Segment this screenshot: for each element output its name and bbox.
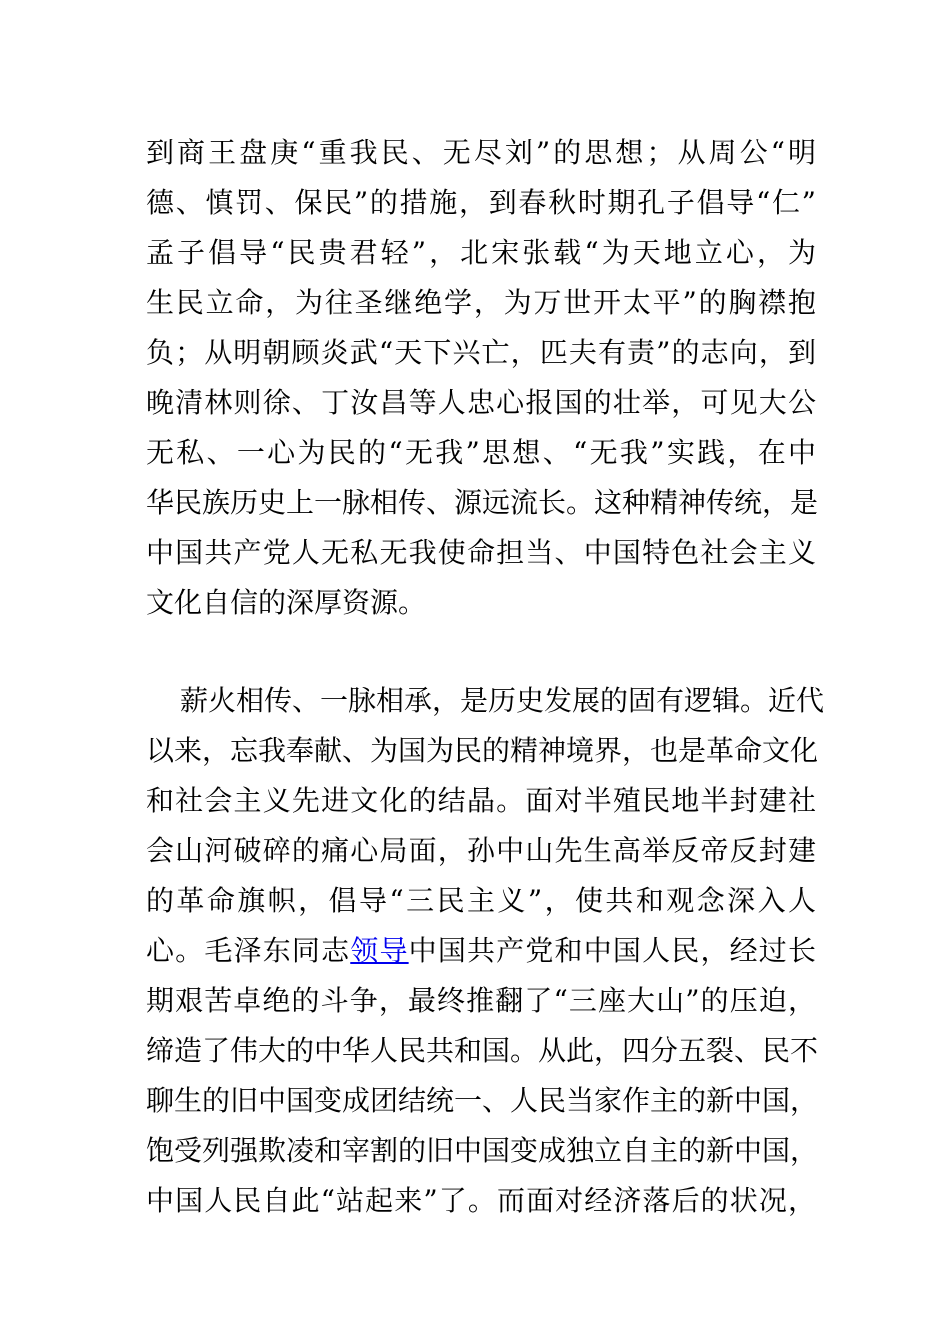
text-line: 华民族历史上一脉相传、源远流长。这种精神传统，是 bbox=[146, 486, 819, 519]
paragraph-1 bbox=[146, 128, 819, 628]
text-segment: 心。毛泽东同志 bbox=[146, 934, 351, 967]
text-line: 和社会主义先进文化的结晶。面对半殖民地半封建社 bbox=[146, 784, 816, 817]
text-line: 文化自信的深厚资源。 bbox=[146, 586, 427, 619]
text-line: 的革命旗帜，倡导“三民主义”，使共和观念深入人 bbox=[146, 884, 816, 917]
text-line: 中国共产党人无私无我使命担当、中国特色社会主义 bbox=[146, 536, 816, 569]
text-line: 到商王盘庚“重我民、无尽刘”的思想；从周公“明 bbox=[146, 136, 816, 169]
text-line: 缔造了伟大的中华人民共和国。从此，四分五裂、民不 bbox=[146, 1034, 819, 1067]
text-line-with-link bbox=[146, 926, 816, 976]
text-line: 生民立命，为往圣继绝学，为万世开太平”的胸襟抱 bbox=[146, 286, 816, 319]
text-line: 会山河破碎的痛心局面，孙中山先生高举反帝反封建 bbox=[146, 834, 816, 867]
text-line: 饱受列强欺凌和宰割的旧中国变成独立自主的新中国， bbox=[146, 1134, 819, 1167]
text-line: 聊生的旧中国变成团结统一、人民当家作主的新中国， bbox=[146, 1084, 819, 1117]
text-line: 负；从明朝顾炎武“天下兴亡，匹夫有责”的志向，到 bbox=[146, 336, 816, 369]
text-line: 孟子倡导“民贵君轻”，北宋张载“为天地立心，为 bbox=[146, 236, 816, 269]
text-line: 德、慎罚、保民”的措施，到春秋时期孔子倡导“仁” bbox=[146, 186, 816, 219]
text-line: 晚清林则徐、丁汝昌等人忠心报国的壮举，可见大公 bbox=[146, 386, 816, 419]
text-line: 无私、一心为民的“无我”思想、“无我”实践，在中 bbox=[146, 436, 816, 469]
text-line: 期艰苦卓绝的斗争，最终推翻了“三座大山”的压迫， bbox=[146, 984, 816, 1017]
text-segment: 中国共产党和中国人民，经过长 bbox=[408, 934, 816, 967]
link-lingdao[interactable]: 领导 bbox=[350, 934, 409, 967]
text-line: 中国人民自此“站起来”了。而面对经济落后的状况， bbox=[146, 1184, 816, 1217]
text-line: 薪火相传、一脉相承，是历史发展的固有逻辑。近代 bbox=[180, 684, 825, 717]
paragraph-2 bbox=[146, 676, 825, 1226]
text-line: 以来，忘我奉献、为国为民的精神境界，也是革命文化 bbox=[146, 734, 819, 767]
